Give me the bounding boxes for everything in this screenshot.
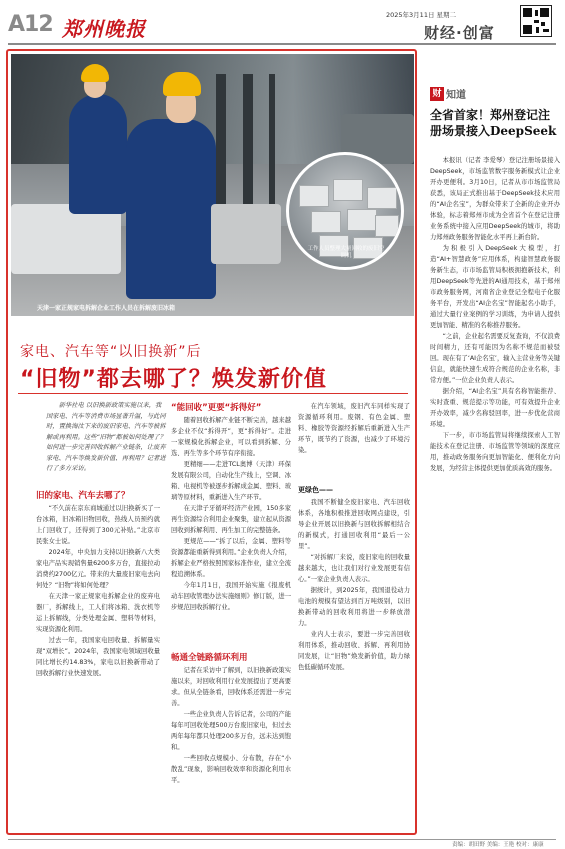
col3-body xyxy=(298,497,410,833)
col2b-paragraph: 一些回收点规模小、分布散，存在“小散乱”现象，影响回收效率和资源化利用水平。 xyxy=(171,755,291,784)
col2b-paragraph: 记者在采访中了解到，以旧换新政策实施以来，对回收利用行业发展提出了更高要求。但从全链条看，回收体系还需进一步完善。 xyxy=(171,667,291,707)
col2-body xyxy=(171,415,291,645)
article-kicker: 家电、汽车等“以旧换新”后 xyxy=(20,344,202,360)
col1-paragraph: 过去一年，我国家电回收量、拆解量实现“双增长”。2024年，我国家电领域回收量同比增长约14.83%，家电以旧换新带动了回收拆解行业快速发展。 xyxy=(36,637,160,677)
section-title: 财经·创富 xyxy=(424,24,495,42)
issue-date: 2025年3月11日 星期二 xyxy=(386,11,457,19)
col2b-body xyxy=(171,665,291,833)
column-tag: 财 xyxy=(430,87,444,101)
header-rule xyxy=(8,43,556,45)
col2b-subhead: 畅通全链路循环利用 xyxy=(171,653,248,663)
col2b-paragraph: 一些企业负责人告诉记者，公司的产能每年可回收处理500万台废旧家电，但过去两年每年都只处理200多万台，远未达到饱和。 xyxy=(171,711,291,751)
col3-paragraph: 我国不断健全废旧家电、汽车回收体系，各地积极推进回收网点建设，引导企业开展以旧换新与回收拆解相结合的新模式，打通回收利用“最后一公里”。 xyxy=(298,499,410,550)
page-header xyxy=(0,0,565,46)
col3-intro xyxy=(298,401,410,481)
col1-paragraph: 在天津一家正规家电拆解企业的废弃电器厂，拆解线上，工人们将冰箱、洗衣机等运上拆解线，分类处理金属、塑料等材料，实现资源化利用。 xyxy=(36,593,160,633)
side-paragraph: “之前，企业起名需要反复查询，不仅浪费时间精力，还有可能因为名称不规范而被驳回。现在有了‘AI企名宝’，输入主营业务等关键信息，就能快速生成符合规范的企业名称，非常方便。”一位企业负责人表示。 xyxy=(430,333,560,384)
column-tag-label: 知道 xyxy=(446,90,466,101)
side-paragraph: 本报讯（记者 李爱琴）登记注册场景接入DeepSeek，市场监管数字服务新模式让企业开办更便利。3月10日，记者从市市场监管局获悉，该局正式推出基于DeepSeek技术应用的“AI企名宝”，为群众带来了全新的企业开办体验，标志着郑州市成为全省首个在登记注册业务系统中接入应用DeepSeek的城市，将助力郑州政务服务智能化水平再上新台阶。 xyxy=(430,157,560,241)
editor-credits: 责编：胡田野 美编：王艳 校对：康康 xyxy=(452,842,544,848)
col2-paragraph: 在天津子牙循环经济产业园，150多家再生资源综合利用企业聚集，建立起从资源回收到拆解利用、再生加工的完整链条。 xyxy=(171,505,291,534)
col2-paragraph: 更精细——走进TCL奥博（天津）环保发展有限公司，自动化生产线上，空调、冰箱、电视机等被逐步拆解成金属、塑料、玻璃等原材料，重新进入生产环节。 xyxy=(171,461,291,501)
col2-paragraph: 更规范——“拆了以后，金属、塑料等资源都能重新得到利用。”企业负责人介绍，拆解企业严格按照国家标准作业，建立全流程追溯体系。 xyxy=(171,538,291,578)
side-paragraph: 下一步，市市场监管局将继续探索人工智能技术在登记注册、市场监管等领域的深度应用，推动政务服务向更加智能化、便利化方向发展，为经营主体提供更加优质高效的服务。 xyxy=(430,432,560,472)
side-article xyxy=(430,49,560,835)
inset-caption: 工作人员整理大量回收的废旧空调机 xyxy=(307,246,385,259)
side-paragraph: 据介绍，“AI企名宝”具有名称智能推荐、实时查重、规范提示等功能，可有效提升企业开办效率，减少名称驳回率，进一步优化营商环境。 xyxy=(430,388,560,428)
col3-paragraph: 业内人士表示，要进一步完善回收利用体系，推动回收、拆解、再利用协同发展，让“旧物”焕发新价值，助力绿色低碳循环发展。 xyxy=(298,631,410,671)
col1-subhead: 旧的家电、汽车去哪了？ xyxy=(36,491,130,501)
newspaper-logo: 郑州晚报 xyxy=(62,17,146,41)
col2-paragraph: 今年1月1日，我国开始实施《报废机动车回收管理办法实施细则》修订版，进一步规范回收拆解行业。 xyxy=(171,582,291,611)
article-headline: “旧物”都去哪了？焕发新价值 xyxy=(20,367,327,392)
headline-rule xyxy=(18,393,408,394)
col3-paragraph: “对拆解厂来说，废旧家电的回收量越来越大，也让我们对行业发展更有信心。”一家企业负责人表示。 xyxy=(298,554,410,583)
col2-paragraph: 随着回收拆解产业链不断完善，越来越多企业不仅“拆得开”，更“拆得好”。走进一家规模化拆解企业，可以看到拆解、分选、再生等多个环节有序衔接。 xyxy=(171,417,291,457)
col3-subhead: 更绿色—— xyxy=(298,486,333,494)
col1-paragraph: 2024年，中央加力支持以旧换新八大类家电产品实现销售量6200多万台，直接拉动消费约2700亿元。带来的大量废旧家电去向何处？“旧物”将如何处理？ xyxy=(36,549,160,589)
qr-code-icon xyxy=(520,5,552,37)
main-article xyxy=(6,49,417,835)
col2-subhead: “能回收”更要“拆得好” xyxy=(171,403,262,413)
col3-paragraph: 据统计，到2025年，我国退役动力电池的规模有望达到百万吨级别，以旧换新带动的回收利用将进一步释放潜力。 xyxy=(298,587,410,627)
col1-paragraph: “不久前在京东商城通过以旧换新买了一台冰箱，旧冰箱旧物回收，热线人员预约就上门回收了，还得到了300元补贴。”北京市民张女士说。 xyxy=(36,505,160,545)
side-headline: 全省首家！郑州登记注册场景接入DeepSeek xyxy=(430,108,557,138)
side-body xyxy=(430,155,560,845)
col1-body xyxy=(36,503,160,833)
photo-caption: 天津一家正规家电拆解企业工作人员在拆解废旧冰箱 xyxy=(37,305,176,312)
side-paragraph: 为积极引入DeepSeek大模型，打造“AI+智慧政务”应用体系，构建智慧政务服务新生态，市市场监管局积极拥抱新技术，利用DeepSeek等先进的AI通用技术，基于郑州市政务服务网，河南省企业登记全程电子化服务平台，开发出“AI企名宝”智能起名小助手，通过大量行业案例的学习训练，为申请人提供更加智能、精准的名称推荐服务。 xyxy=(430,245,560,329)
page-number: A12 xyxy=(8,12,53,37)
col3-paragraph: 在汽车领域，废旧汽车同样实现了资源循环利用。废钢、有色金属、塑料、橡胶等资源经拆解后重新进入生产环节，既节约了资源，也减少了环境污染。 xyxy=(298,403,410,454)
article-lead: 新华社电 以旧换新政策实施以来，我国家电、汽车等消费市场显著升温，与此同时，置换淘汰下来的废旧家电、汽车等被拆解或再利用。这些“旧物”都被如何处理了？如何进一步完善回收拆解产业链条，让废弃家电、汽车等焕发新价值、再利用？记者进行了多方采访。 xyxy=(46,402,166,472)
article-photo xyxy=(11,54,414,316)
